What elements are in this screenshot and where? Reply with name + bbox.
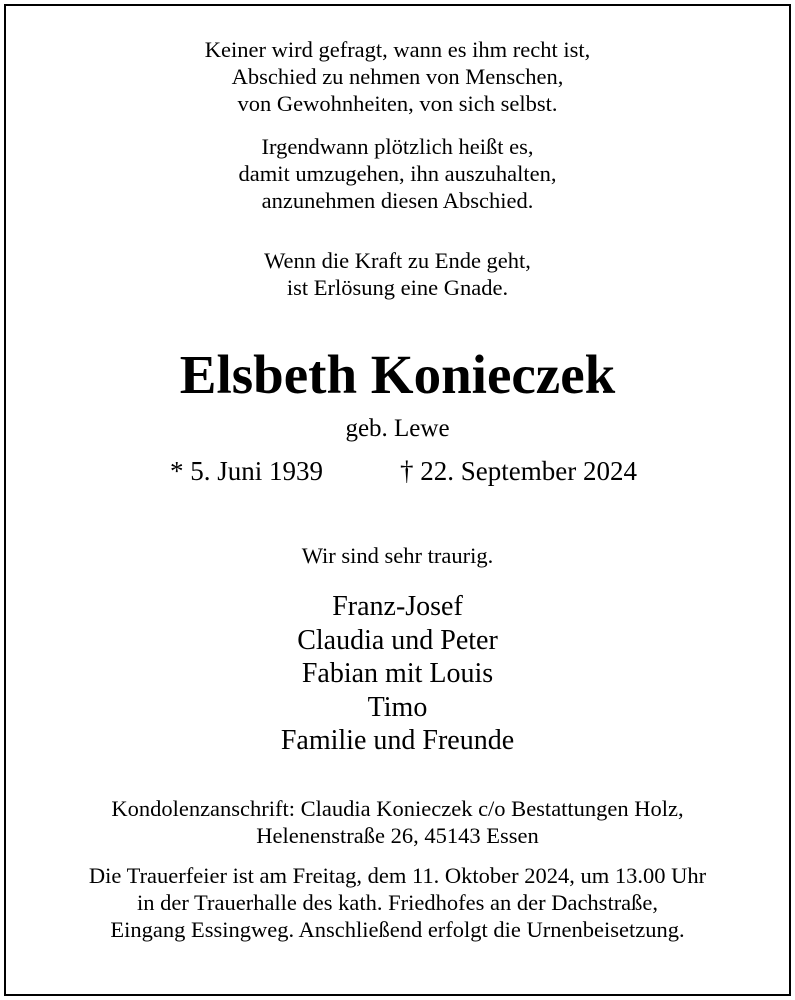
poem-line: damit umzugehen, ihn auszuhalten, xyxy=(238,161,557,186)
death-date: † 22. September 2024 xyxy=(400,456,637,486)
ceremony-line: Eingang Essingweg. Anschließend erfolgt die Urnenbeisetzung. xyxy=(110,917,685,942)
poem-line: anzunehmen diesen Abschied. xyxy=(261,188,534,213)
mourner-name: Fabian mit Louis xyxy=(301,658,494,689)
poem-line: von Gewohnheiten, von sich selbst. xyxy=(237,91,558,116)
poem-line: Abschied zu nehmen von Menschen, xyxy=(231,64,564,89)
poem-line: Keiner wird gefragt, wann es ihm recht ist, xyxy=(204,37,591,62)
poem-stanza-3 xyxy=(0,247,795,301)
poem-line: ist Erlösung eine Gnade. xyxy=(286,275,509,300)
mourners-list xyxy=(0,590,795,758)
funeral-ceremony-info xyxy=(0,862,795,943)
poem-stanza-1 xyxy=(0,36,795,117)
mourner-name: Claudia und Peter xyxy=(297,624,498,656)
mourner-name: Franz-Josef xyxy=(332,591,463,622)
address-line: Helenenstraße 26, 45143 Essen xyxy=(256,823,539,848)
ceremony-line: Die Trauerfeier ist am Freitag, dem 11. Oktober 2024, um 13.00 Uhr xyxy=(88,863,707,888)
condolence-address xyxy=(0,795,795,849)
birth-name: geb. Lewe xyxy=(345,415,450,442)
mourning-line: Wir sind sehr traurig. xyxy=(301,543,494,568)
address-line: Kondolenzanschrift: Claudia Konieczek c/o Bestattungen Holz, xyxy=(111,796,684,821)
poem-line: Wenn die Kraft zu Ende geht, xyxy=(264,248,531,273)
birth-date: * 5. Juni 1939 xyxy=(170,456,324,486)
deceased-name: Elsbeth Konieczek xyxy=(179,344,616,405)
poem-line: Irgendwann plötzlich heißt es, xyxy=(261,134,534,159)
poem-stanza-2 xyxy=(0,133,795,214)
mourner-name: Familie und Freunde xyxy=(280,725,515,756)
ceremony-line: in der Trauerhalle des kath. Friedhofes an der Dachstraße, xyxy=(136,890,659,915)
mourner-name: Timo xyxy=(367,691,428,723)
